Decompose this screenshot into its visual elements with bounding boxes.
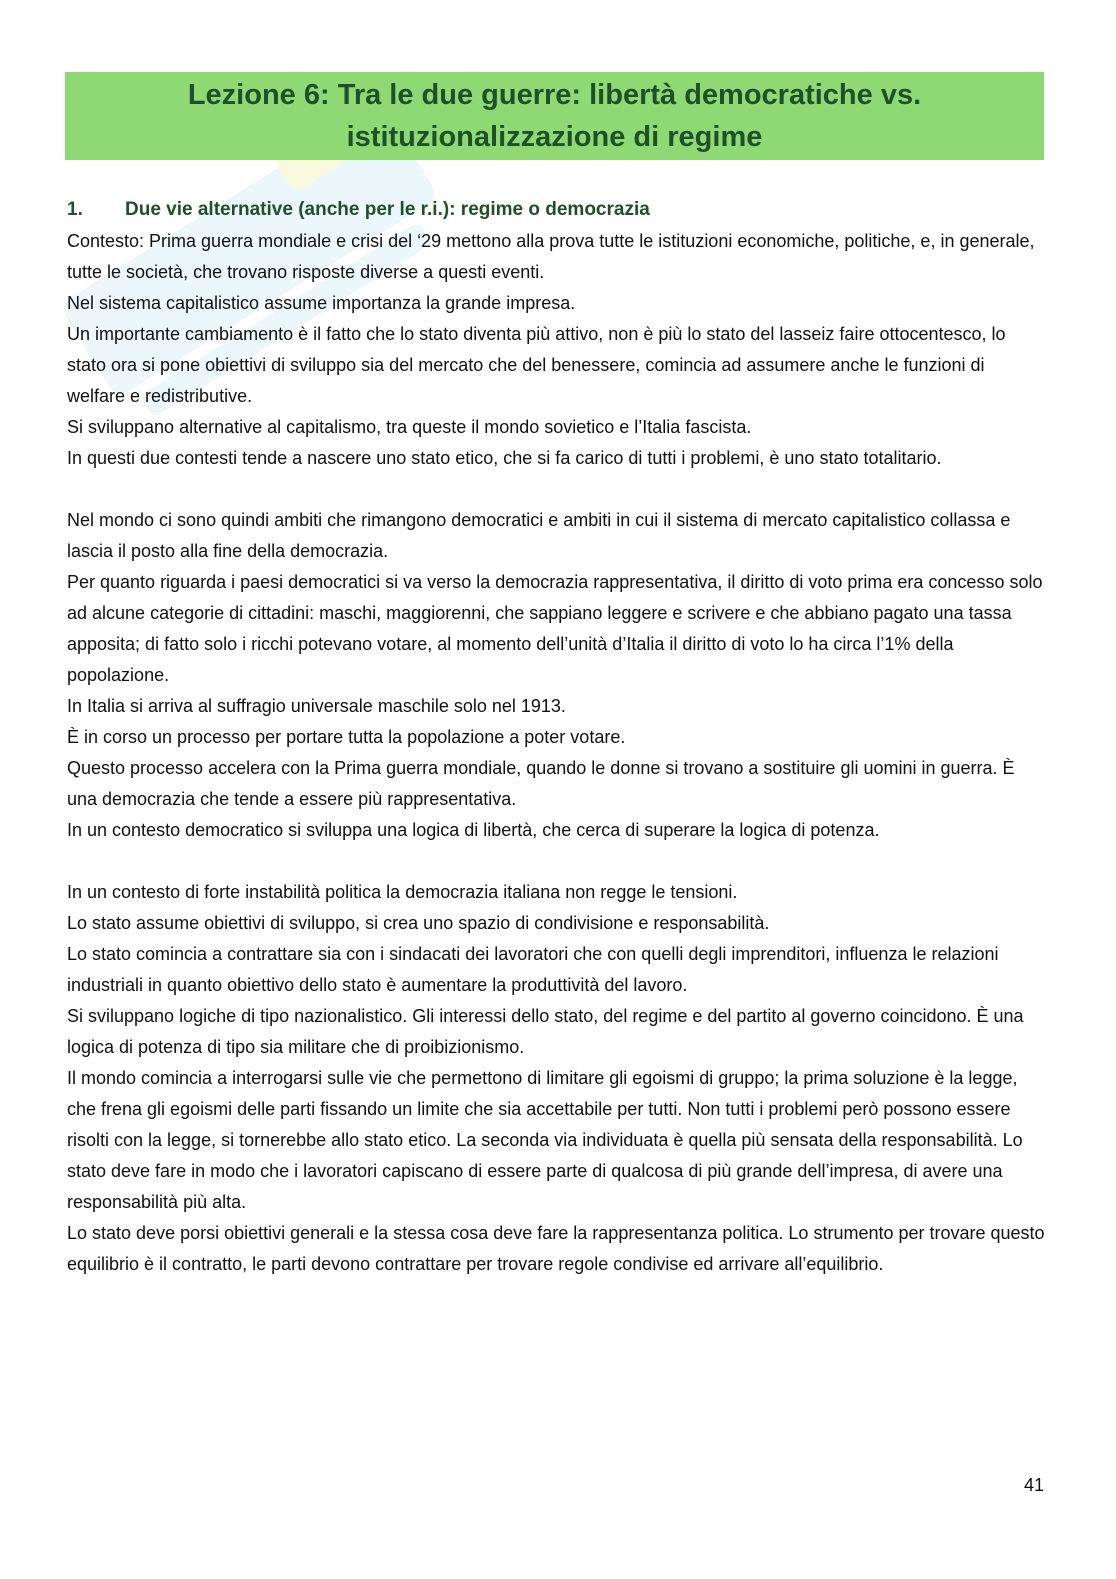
paragraph: Un importante cambiamento è il fatto che lo stato diventa più attivo, non è più lo stato del lasseiz faire ottocentesco, lo stato ora si pone obiettivi di sviluppo sia del mercato che del benessere, comincia ad assumere anche le funzioni di welfare e redistributive. xyxy=(67,324,1006,406)
paragraph: Il mondo comincia a interrogarsi sulle vie che permettono di limitare gli egoismi di gruppo; la prima soluzione è la legge, che frena gli egoismi delle parti fissando un limite che sia accettabile per tutti. Non tutti i problemi però possono essere risolti con la legge, si tornerebbe allo stato etico. La seconda via individuata è quella più sensata della responsabilità. Lo stato deve fare in modo che i lavoratori capiscano di essere parte di qualcosa di più grande dell’impresa, di avere una responsabilità più alta. xyxy=(67,1068,1023,1212)
paragraph: In questi due contesti tende a nascere uno stato etico, che si fa carico di tutti i problemi, è uno stato totalitario. xyxy=(67,448,942,468)
paragraph: Si sviluppano alternative al capitalismo, tra queste il mondo sovietico e l’Italia fascista. xyxy=(67,417,752,437)
paragraph: Lo stato deve porsi obiettivi generali e la stessa cosa deve fare la rappresentanza politica. Lo strumento per trovare questo equilibrio è il contratto, le parti devono contrattare per trovare regole condivise ed arrivare all’equilibrio. xyxy=(67,1223,1045,1274)
section-number: 1. xyxy=(67,199,83,220)
paragraph: Nel sistema capitalistico assume importanza la grande impresa. xyxy=(67,293,576,313)
body-text xyxy=(67,226,1045,1280)
page-number: 41 xyxy=(1023,1475,1044,1495)
title-line-1: Lezione 6: Tra le due guerre: libertà democratiche vs. xyxy=(187,79,922,111)
title-banner xyxy=(65,72,1044,160)
paragraph: In un contesto democratico si sviluppa una logica di libertà, che cerca di superare la logica di potenza. xyxy=(67,820,880,840)
paragraph: Contesto: Prima guerra mondiale e crisi del ‘29 mettono alla prova tutte le istituzioni economiche, politiche, e, in generale, tutte le società, che trovano risposte diverse a questi eventi. xyxy=(67,231,1035,282)
paragraph: Questo processo accelera con la Prima guerra mondiale, quando le donne si trovano a sostituire gli uomini in guerra. È una democrazia che tende a essere più rappresentativa. xyxy=(67,758,1015,809)
paragraph: Nel mondo ci sono quindi ambiti che rimangono democratici e ambiti in cui il sistema di mercato capitalistico collassa e lascia il posto alla fine della democrazia. xyxy=(67,510,1011,561)
section-title: Due vie alternative (anche per le r.i.): regime o democrazia xyxy=(125,199,650,220)
paragraph: Per quanto riguarda i paesi democratici si va verso la democrazia rappresentativa, il diritto di voto prima era concesso solo ad alcune categorie di cittadini: maschi, maggiorenni, che sappiano leggere e scrivere e che abbiano pagato una tassa apposita; di fatto solo i ricchi potevano votare, al momento dell’unità d’Italia il diritto di voto lo ha circa l’1% della popolazione. xyxy=(67,572,1043,685)
paragraph: In un contesto di forte instabilità politica la democrazia italiana non regge le tensioni. xyxy=(67,882,738,902)
paragraph: Si sviluppano logiche di tipo nazionalistico. Gli interessi dello stato, del regime e del partito al governo coincidono. È una logica di potenza di tipo sia militare che di proibizionismo. xyxy=(67,1006,1024,1057)
paragraph: È in corso un processo per portare tutta la popolazione a poter votare. xyxy=(67,727,626,747)
paragraph: Lo stato comincia a contrattare sia con i sindacati dei lavoratori che con quelli degli imprenditori, influenza le relazioni industriali in quanto obiettivo dello stato è aumentare la produttività del lavoro. xyxy=(67,944,999,995)
section-heading xyxy=(67,197,650,223)
paragraph: Lo stato assume obiettivi di sviluppo, si crea uno spazio di condivisione e responsabilità. xyxy=(67,913,770,933)
paragraph: In Italia si arriva al suffragio universale maschile solo nel 1913. xyxy=(67,696,566,716)
title-line-2: istituzionalizzazione di regime xyxy=(346,121,763,153)
